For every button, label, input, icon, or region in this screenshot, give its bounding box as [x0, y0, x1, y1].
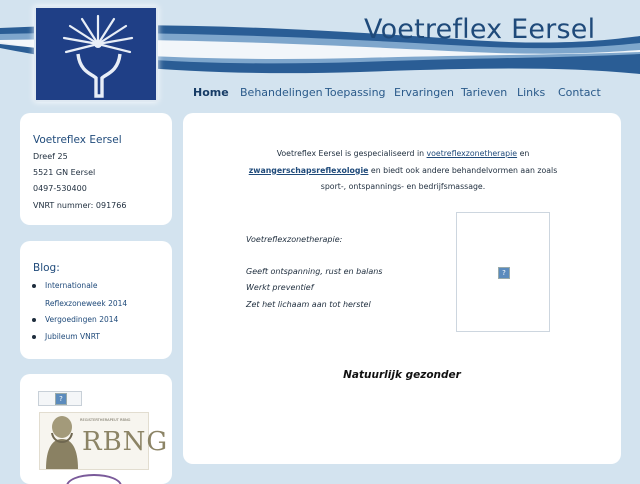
link-zwangerschapsreflexologie[interactable]: zwangerschapsreflexologie: [248, 165, 369, 175]
intro-text: [243, 146, 563, 196]
rbng-small-text: REGISTERTHERAPEUT RBNG: [80, 418, 131, 422]
photo-frame[interactable]: [456, 212, 550, 332]
bullet-icon: [32, 284, 36, 288]
partner-box: [20, 374, 172, 484]
contact-box: [20, 113, 172, 225]
nav-item-ervaringen[interactable]: Ervaringen: [394, 86, 454, 99]
blog-item-reflexzoneweek[interactable]: [45, 277, 127, 313]
benefit-item: Geeft ontspanning, rust en balans: [246, 267, 383, 276]
broken-image-icon: ?: [498, 267, 510, 279]
rbng-logo[interactable]: [39, 412, 169, 470]
rbng-text: RBNG: [82, 427, 169, 457]
blog-item-jubileum[interactable]: [45, 328, 100, 346]
blog-item-line: Vergoedingen 2014: [45, 315, 119, 324]
nav-item-behandelingen[interactable]: Behandelingen: [240, 86, 323, 99]
contact-heading: Voetreflex Eersel: [33, 134, 122, 146]
intro-part1: Voetreflex Eersel is gespecialiseerd in: [276, 149, 427, 158]
benefit-item: Werkt preventief: [246, 283, 314, 292]
contact-city: 5521 GN Eersel: [33, 168, 96, 177]
benefit-item: Zet het lichaam aan tot herstel: [246, 300, 371, 309]
logo[interactable]: [34, 6, 158, 102]
main-content: [183, 113, 621, 464]
contact-street: Dreef 25: [33, 152, 68, 161]
section-title: Voetreflexzonetherapie:: [246, 235, 343, 244]
blog-item-line: Jubileum VNRT: [45, 332, 100, 341]
bust-icon: [40, 413, 82, 469]
blog-item-vergoedingen[interactable]: [45, 311, 118, 329]
nav-item-toepassing[interactable]: Toepassing: [325, 86, 386, 99]
blog-box: [20, 241, 172, 359]
tagline: Natuurlijk gezonder: [343, 369, 461, 381]
bullet-icon: [32, 335, 36, 339]
blog-item-line: Reflexzoneweek 2014: [45, 299, 128, 308]
blog-heading: Blog:: [33, 262, 60, 274]
broken-image-frame[interactable]: [38, 391, 82, 406]
intro-part3: en biedt ook andere behandelvormen aan zoals sport-, ontspannings- en bedrijfsmassage.: [320, 165, 558, 191]
site-title: Voetreflex Eersel: [364, 14, 596, 45]
intro-part2: en: [517, 149, 530, 158]
blog-item-line: Internationale: [45, 281, 98, 290]
header: [0, 0, 640, 110]
broken-image-icon: ?: [55, 393, 67, 405]
flower-logo-icon: [36, 8, 156, 100]
contact-phone: 0497-530400: [33, 184, 87, 193]
nav-item-links[interactable]: Links: [517, 86, 546, 99]
bullet-icon: [32, 318, 36, 322]
nav-item-contact[interactable]: Contact: [558, 86, 601, 99]
nav-item-tarieven[interactable]: Tarieven: [461, 86, 508, 99]
nav-item-home[interactable]: Home: [193, 86, 229, 99]
contact-vnrt: VNRT nummer: 091766: [33, 201, 127, 210]
partner-logo-partial: [66, 474, 122, 484]
link-voetreflexzonetherapie[interactable]: voetreflexzonetherapie: [426, 149, 518, 158]
